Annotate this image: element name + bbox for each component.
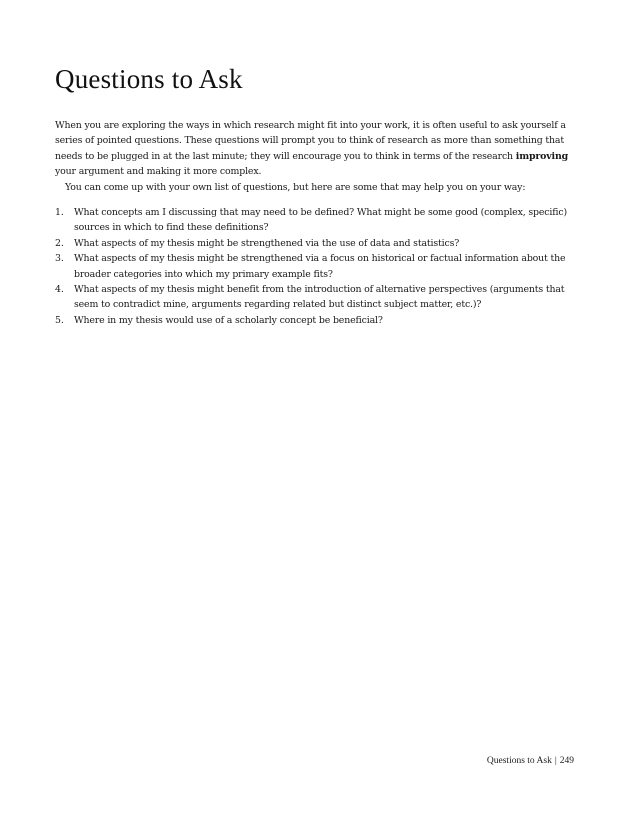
list-item [55,282,577,313]
intro-text-start: When you are exploring the ways in which research might fit into your work, it is often useful to ask yourself a series of pointed questions. These questions will prompt you to think of research as more than something that needs to be plugged in at the last minute; they will encourage you to think in terms of the research [55,120,566,162]
list-item [55,313,577,328]
intro-text-end: your argument and making it more complex. [55,166,262,178]
page-title: Questions to Ask [55,64,243,94]
emphasis-improving: improving [515,150,569,162]
list-item-text: What aspects of my thesis might be strengthened via the use of data and statistics? [74,237,460,249]
list-item [55,251,577,282]
list-item-text: Where in my thesis would use of a scholarly concept be beneficial? [74,314,383,326]
list-item [55,205,577,236]
body-text [55,118,577,328]
list-item-number: 4. [55,284,64,296]
footer-section-title: Questions to Ask [486,756,552,766]
questions-list [55,205,577,328]
list-item-number: 2. [55,237,64,249]
intro-paragraph [55,118,577,180]
footer-separator: | [554,756,557,766]
page-footer [487,756,574,766]
list-item-text: What aspects of my thesis might benefit from the introduction of alternative perspectives (arguments that seem to contradict mine, arguments regarding related but distinct subject matter, etc.)? [74,284,565,311]
list-item-number: 3. [55,253,64,265]
list-item [55,236,577,251]
list-item-number: 5. [55,314,64,326]
lead-in-paragraph: You can come up with your own list of questions, but here are some that may help you on your way: [65,181,526,193]
list-item-text: What aspects of my thesis might be strengthened via a focus on historical or factual information about the broader categories into which my primary example fits? [74,253,566,280]
page-number: 249 [559,756,574,766]
list-item-number: 1. [55,207,64,219]
list-item-text: What concepts am I discussing that may need to be defined? What might be some good (complex, specific) sources in which to find these definitions? [74,207,568,234]
